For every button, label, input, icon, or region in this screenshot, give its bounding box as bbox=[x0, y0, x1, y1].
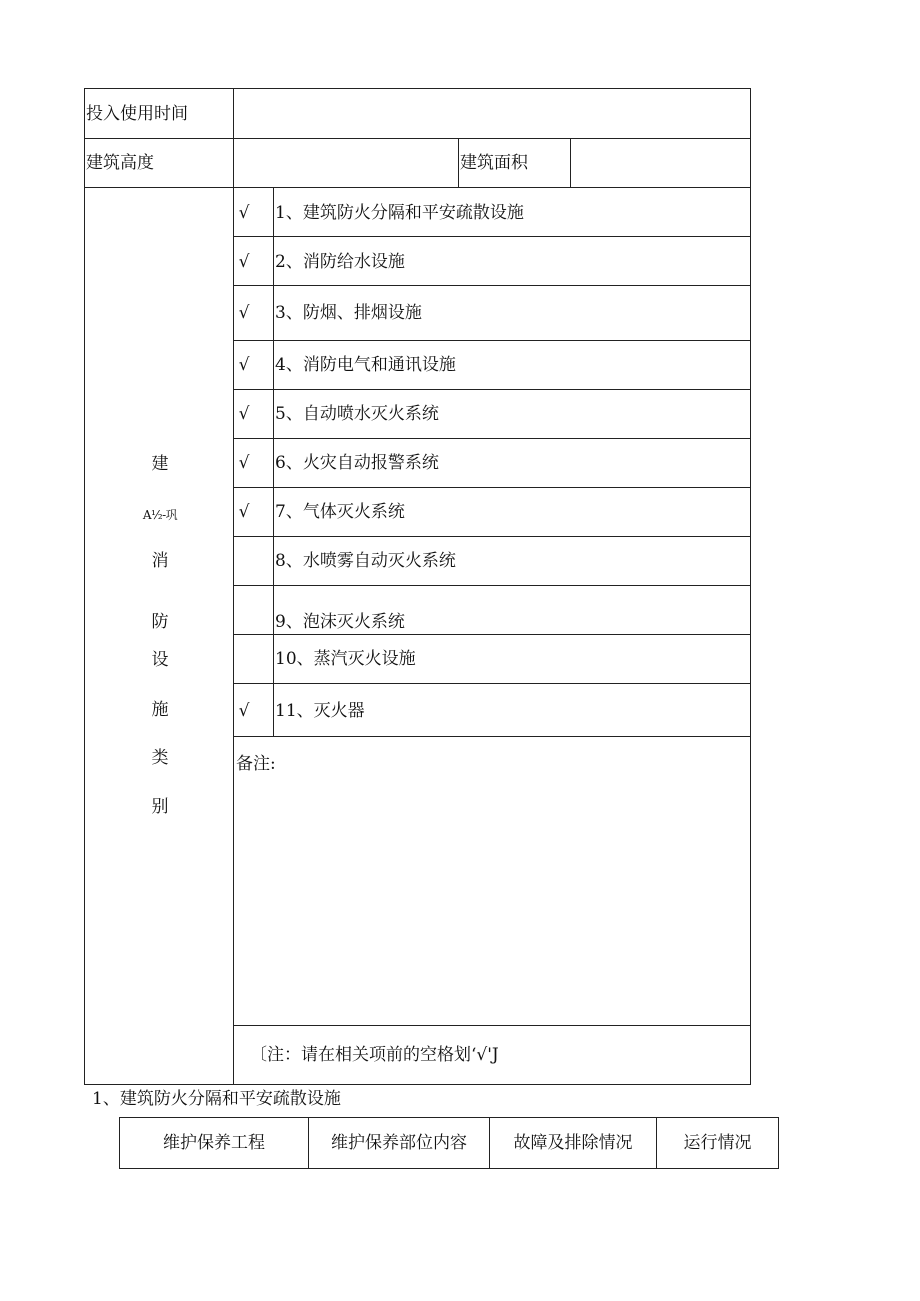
area-label-divider-right bbox=[570, 138, 571, 187]
column-header-maintenance-part: 维护保养部位内容 bbox=[331, 1133, 467, 1153]
category-label-char: 类 bbox=[151, 748, 169, 768]
facility-item-label: 3、防烟、排烟设施 bbox=[275, 303, 422, 323]
column-header-maintenance-item: 维护保养工程 bbox=[163, 1133, 265, 1153]
column-header-fault-handling: 故障及排除情况 bbox=[513, 1133, 633, 1153]
checkbox-mark[interactable]: √ bbox=[238, 404, 250, 424]
remarks-field[interactable] bbox=[235, 780, 749, 1023]
check-column-divider bbox=[273, 187, 274, 736]
table-border-top bbox=[84, 88, 751, 89]
building-area-field[interactable] bbox=[572, 140, 749, 186]
row-divider bbox=[233, 340, 751, 341]
commission-time-label: 投入使用时间 bbox=[86, 104, 188, 124]
table-border-right bbox=[750, 88, 751, 1085]
category-label-char: 建 bbox=[151, 454, 169, 474]
row-divider bbox=[233, 487, 751, 488]
checkbox-mark[interactable]: √ bbox=[238, 303, 250, 323]
category-label-char: 别 bbox=[151, 797, 169, 817]
category-label-char: A½-巩 bbox=[142, 508, 178, 522]
row-divider bbox=[233, 236, 751, 237]
checkbox-mark[interactable]: √ bbox=[238, 701, 250, 721]
commission-time-field[interactable] bbox=[235, 90, 749, 137]
row-divider bbox=[233, 1025, 751, 1026]
building-height-field[interactable] bbox=[235, 140, 457, 186]
row-divider bbox=[233, 736, 751, 737]
row-divider bbox=[233, 683, 751, 684]
category-label-char: 设 bbox=[151, 650, 169, 670]
facility-item-label: 5、自动喷水灭火系统 bbox=[275, 404, 439, 424]
remarks-label: 备注: bbox=[236, 754, 276, 774]
table-border-right bbox=[778, 1117, 779, 1169]
table-border-bottom bbox=[84, 1084, 751, 1085]
marking-instruction-note: 〔注：请在相关项前的空格划‘√'J bbox=[250, 1045, 499, 1065]
category-label-char: 消 bbox=[151, 551, 169, 571]
row-divider bbox=[84, 138, 751, 139]
column-header-operation-status: 运行情况 bbox=[683, 1133, 752, 1153]
building-area-label: 建筑面积 bbox=[460, 153, 528, 173]
area-label-divider-left bbox=[458, 138, 459, 187]
checkbox-mark[interactable]: √ bbox=[238, 355, 250, 375]
row-divider bbox=[233, 634, 751, 635]
facility-item-label: 11、灭火器 bbox=[275, 701, 365, 721]
table-border-top bbox=[119, 1117, 779, 1118]
facility-item-label: 6、火灾自动报警系统 bbox=[275, 453, 439, 473]
facility-item-label: 1、建筑防火分隔和平安疏散设施 bbox=[275, 203, 524, 223]
label-column-divider bbox=[233, 88, 234, 1085]
row-divider bbox=[233, 285, 751, 286]
facility-item-label: 7、气体灭火系统 bbox=[275, 502, 405, 522]
category-label-char: 施 bbox=[151, 700, 169, 720]
checkbox-mark[interactable]: √ bbox=[238, 203, 250, 223]
facility-item-label: 4、消防电气和通讯设施 bbox=[275, 355, 456, 375]
facility-item-label: 9、泡沫灭火系统 bbox=[275, 612, 405, 632]
facility-item-label: 2、消防给水设施 bbox=[275, 252, 405, 272]
row-divider bbox=[233, 536, 751, 537]
table-border-bottom bbox=[119, 1168, 779, 1169]
row-divider bbox=[233, 438, 751, 439]
building-height-label: 建筑高度 bbox=[86, 153, 154, 173]
checkbox-mark[interactable]: √ bbox=[238, 502, 250, 522]
section-heading: 1、建筑防火分隔和平安疏散设施 bbox=[92, 1089, 341, 1109]
category-label-char: 防 bbox=[151, 612, 169, 632]
facility-item-label: 10、蒸汽灭火设施 bbox=[275, 649, 416, 669]
checkbox-mark[interactable]: √ bbox=[238, 453, 250, 473]
row-divider bbox=[84, 187, 751, 188]
row-divider bbox=[233, 585, 751, 586]
table-border-left bbox=[84, 88, 85, 1085]
facility-item-label: 8、水喷雾自动灭火系统 bbox=[275, 551, 456, 571]
row-divider bbox=[233, 389, 751, 390]
checkbox-mark[interactable]: √ bbox=[238, 252, 250, 272]
